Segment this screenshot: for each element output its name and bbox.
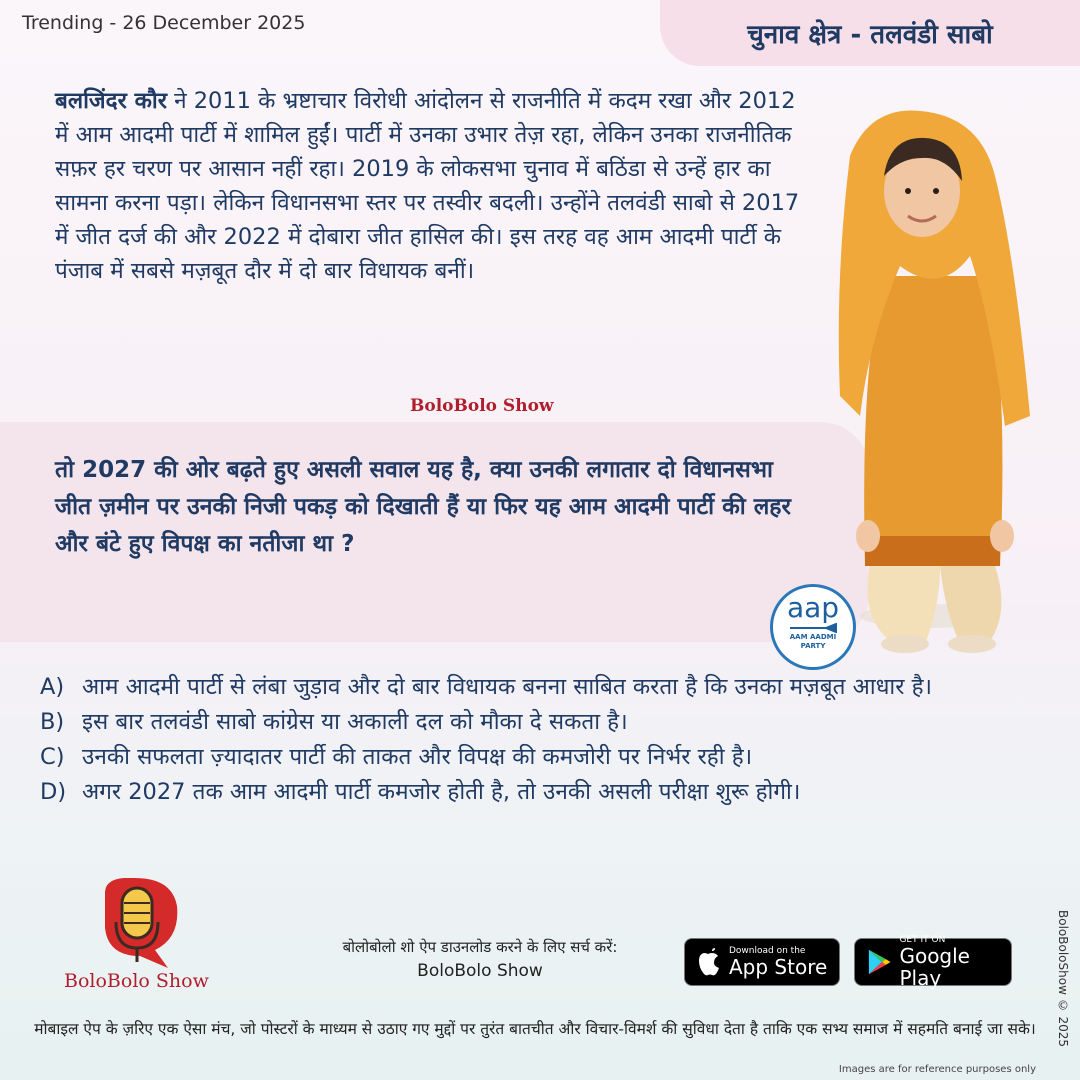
watermark: BoloBolo Show (410, 396, 554, 416)
constituency-label: चुनाव क्षेत्र - तलवंडी साबो (747, 20, 993, 50)
copyright: BoloBoloShow © 2025 (1056, 910, 1070, 1048)
question-text: तो 2027 की ओर बढ़ते हुए असली सवाल यह है, क्या उनकी लगातार दो विधानसभा जीत ज़मीन पर उनकी निजी पकड़ को दिखाती हैं या फिर यह आम आदमी पार्टी की लहर और बंटे हुए विपक्ष का नतीजा था ? (55, 457, 791, 557)
google-play-button[interactable] (854, 935, 1012, 990)
option-c (40, 740, 1050, 775)
party-logo-short: aap (786, 591, 840, 624)
bio-paragraph (55, 84, 815, 288)
brand-logo-text: BoloBolo Show (64, 970, 209, 992)
party-logo-line2: PARTY (800, 642, 826, 650)
app-store-button[interactable] (684, 938, 840, 986)
candidate-photo (830, 96, 1060, 658)
tagline: मोबाइल ऐप के ज़रिए एक ऐसा मंच, जो पोस्टरों के माध्यम से उठाए गए मुद्दों पर तुरंत बातचीत और विचार-विमर्श की सुविधा देता है ताकि एक सभ्य समाज में सहमति बनाई जा सके। (34, 1020, 1036, 1038)
reference-note: Images are for reference purposes only (838, 1064, 1036, 1075)
download-prompt-text: बोलोबोलो शो ऐप डाउनलोड करने के लिए सर्च करें: (342, 938, 618, 956)
broom-icon (788, 623, 838, 633)
candidate-name: बलजिंदर कौर (55, 88, 167, 114)
app-name: BoloBolo Show (417, 961, 543, 981)
answer-options (40, 670, 1050, 810)
option-label: C) (40, 744, 65, 770)
option-a (40, 670, 1050, 705)
option-text: उनकी सफलता ज़्यादातर पार्टी की ताकत और विपक्ष की कमजोरी पर निर्भर रही है। (82, 744, 753, 770)
app-store-small-text: Download on the (729, 946, 806, 956)
option-label: B) (40, 709, 65, 735)
option-text: अगर 2027 तक आम आदमी पार्टी कमजोर होती है, तो उनकी असली परीक्षा शुरू होगी। (82, 779, 801, 805)
option-text: इस बार तलवंडी साबो कांग्रेस या अकाली दल को मौका दे सकता है। (82, 709, 628, 735)
trending-date: Trending - 26 December 2025 (22, 12, 306, 34)
apple-icon (697, 948, 721, 976)
option-text: आम आदमी पार्टी से लंबा जुड़ाव और दो बार विधायक बनना साबित करता है कि उनका मज़बूत आधार है। (82, 674, 933, 700)
constituency-banner (660, 0, 1080, 66)
option-d (40, 775, 1050, 810)
google-play-icon (867, 948, 891, 976)
option-label: A) (40, 674, 65, 700)
google-play-small-text: GET IT ON (899, 935, 946, 945)
app-store-big-text: App Store (729, 955, 828, 979)
download-prompt (300, 935, 660, 983)
party-logo-line1: AAM AADMI (789, 633, 837, 641)
option-label: D) (40, 779, 67, 805)
party-logo (770, 584, 856, 670)
bio-text: ने 2011 के भ्रष्टाचार विरोधी आंदोलन से राजनीति में कदम रखा और 2012 में आम आदमी पार्टी में शामिल हुईं। पार्टी में उनका उभार तेज़ रहा, लेकिन उनका राजनीतिक सफ़र हर चरण पर आसान नहीं रहा। 2019 के लोकसभा चुनाव में बठिंडा से उन्हें हार का सामना करना पड़ा। लेकिन विधानसभा स्तर पर तस्वीर बदली। उन्होंने तलवंडी साबो से 2017 में जीत दर्ज की और 2022 में दोबारा जीत हासिल की। इस तरह वह आम आदमी पार्टी के पंजाब में सबसे मज़बूत दौर में दो बार विधायक बनीं। (55, 88, 800, 284)
option-b (40, 705, 1050, 740)
google-play-big-text: Google Play (899, 944, 970, 990)
